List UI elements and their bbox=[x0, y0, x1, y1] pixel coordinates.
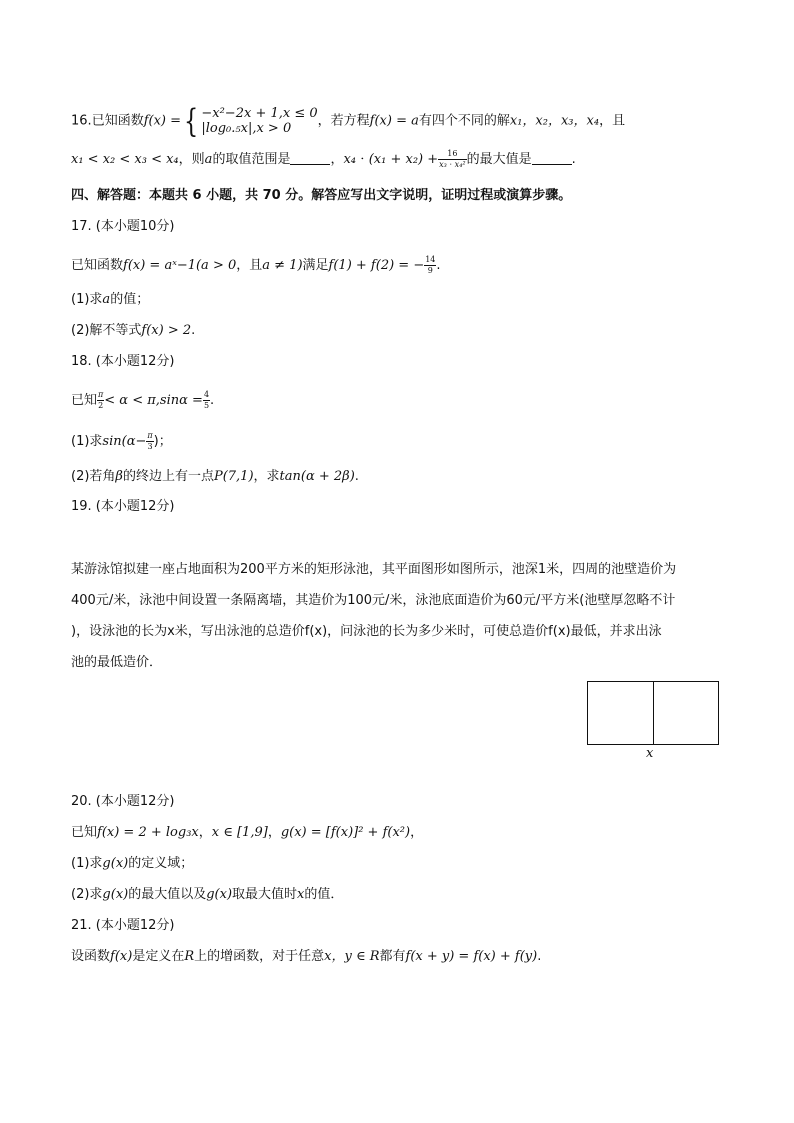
q20-text: 已知 bbox=[71, 825, 98, 840]
q16-frac-num: 16 bbox=[438, 149, 466, 160]
q20-text: ， bbox=[198, 825, 212, 840]
q17-text: . bbox=[191, 323, 196, 338]
pool-divider-wall bbox=[653, 682, 654, 744]
q17-text: 满足 bbox=[302, 258, 329, 273]
q21-text: 上的增函数，对于任意 bbox=[194, 949, 325, 964]
q21-function: f(x) bbox=[110, 949, 133, 964]
q20-domain: x ∈ [1,9] bbox=[211, 825, 268, 840]
q16-text: ，则 bbox=[178, 152, 205, 167]
q18-part1 bbox=[71, 431, 172, 452]
q17-label: 17. (本小题10分) bbox=[71, 219, 175, 234]
q20-part1 bbox=[71, 855, 193, 873]
pool-diagram bbox=[587, 681, 719, 745]
q17-text: 已知函数 bbox=[71, 258, 124, 273]
q20-part2 bbox=[71, 886, 343, 904]
q20-g: g(x) bbox=[102, 887, 129, 902]
q16-piece2: |log₀.₅x|,x > 0 bbox=[201, 121, 292, 136]
q18-tan-expr: tan(α + 2β) bbox=[279, 469, 355, 484]
q19-line: )，设泳池的长为x米，写出泳池的总造价f(x)，问泳池的长为多少米时，可使总造价f(x)最低，并求出泳 bbox=[71, 624, 662, 639]
q18-label: 18. (本小题12分) bbox=[71, 354, 175, 369]
q16-expression: x₄ ⋅ (x₁ + x₂) + bbox=[343, 152, 439, 167]
q18-stem bbox=[71, 390, 214, 411]
q18-frac-num: 4 bbox=[203, 390, 210, 399]
q18-frac-num: π bbox=[147, 431, 153, 440]
q18-text: . bbox=[354, 469, 359, 484]
q21-R: R bbox=[184, 949, 195, 964]
q16-frac-den: x₃ ⋅ x₄² bbox=[439, 160, 466, 169]
q16-equation: f(x) = a bbox=[369, 113, 419, 129]
q20-text: ， bbox=[267, 825, 281, 840]
q18-part2 bbox=[71, 468, 359, 486]
q16-brace: { bbox=[184, 102, 199, 140]
q21-text: 是定义在 bbox=[132, 949, 185, 964]
q16-piecewise bbox=[201, 106, 317, 136]
q17-part1 bbox=[71, 291, 149, 309]
q20-g: g(x) bbox=[206, 887, 233, 902]
q21-text: 设函数 bbox=[71, 949, 111, 964]
q17-frac-den: 9 bbox=[427, 266, 433, 275]
q18-text: 已知 bbox=[71, 393, 98, 408]
q16-fraction bbox=[438, 149, 466, 170]
q16-text: 已知函数 bbox=[91, 113, 144, 129]
q18-p1-fraction bbox=[146, 431, 153, 452]
q17-text: (1)求 bbox=[71, 292, 103, 307]
q16-answer-blank-2 bbox=[532, 152, 572, 165]
q18-frac-den: 3 bbox=[147, 442, 153, 451]
q19-label: 19. (本小题12分) bbox=[71, 499, 175, 514]
q20-x: x bbox=[297, 887, 305, 902]
q16-piece1: −x²−2x + 1,x ≤ 0 bbox=[201, 106, 318, 121]
q16-fx: f(x) = bbox=[143, 113, 182, 129]
q17-text: (2)解不等式 bbox=[71, 323, 142, 338]
q19-paragraph bbox=[71, 554, 723, 678]
q17-fraction bbox=[424, 255, 436, 276]
q16-text: ，且 bbox=[599, 113, 626, 129]
q16-text: 的最大值是 bbox=[466, 152, 532, 167]
q18-condition: < α < π,sinα = bbox=[104, 393, 203, 408]
q17-text: . bbox=[436, 258, 441, 273]
q16-inequality: x₁ < x₂ < x₃ < x₄ bbox=[71, 152, 179, 167]
q17-function: f(x) = aˣ−1(a > 0 bbox=[123, 258, 237, 273]
q18-frac-num: π bbox=[98, 390, 104, 399]
q17-text: 的值； bbox=[110, 292, 150, 307]
q20-g: g(x) bbox=[102, 856, 129, 871]
q18-text: ，求 bbox=[253, 469, 280, 484]
q16-vars: x₁，x₂，x₃，x₄ bbox=[509, 113, 600, 129]
q20-function: f(x) = 2 + log₃x bbox=[97, 825, 199, 840]
q16-text: ， bbox=[330, 152, 344, 167]
q16-text: 有四个不同的解 bbox=[418, 113, 510, 129]
q17-condition: a ≠ 1) bbox=[262, 258, 303, 273]
q17-part2 bbox=[71, 322, 195, 340]
q18-frac-den: 5 bbox=[203, 401, 210, 410]
q19-line: 池的最低造价． bbox=[71, 655, 163, 670]
q20-text: (2)求 bbox=[71, 887, 103, 902]
q18-beta: β bbox=[115, 469, 123, 484]
q16-number: 16. bbox=[71, 113, 92, 129]
q21-equation: f(x + y) = f(x) + f(y) bbox=[405, 949, 538, 964]
q18-text: . bbox=[210, 393, 215, 408]
section-heading: 四、解答题：本题共 6 小题，共 70 分。解答应写出文字说明，证明过程或演算步骤。 bbox=[71, 188, 572, 203]
q16-a: a bbox=[204, 152, 213, 167]
q17-frac-num: 14 bbox=[425, 255, 436, 264]
q20-text: 的定义域； bbox=[128, 856, 194, 871]
q16-text: 的取值范围是 bbox=[212, 152, 291, 167]
q18-text: (1)求 bbox=[71, 434, 103, 449]
q18-text: )； bbox=[153, 434, 172, 449]
q18-point: P(7,1) bbox=[213, 469, 254, 484]
q16-line1 bbox=[71, 102, 626, 140]
q20-g-function: g(x) = [f(x)]² + f(x²) bbox=[280, 825, 411, 840]
q19-line: 400元/米，泳池中间设置一条隔离墙，其造价为100元/米，泳池底面造价为60元/平方米(池壁厚忽略不计 bbox=[71, 593, 676, 608]
q21-label: 21. (本小题12分) bbox=[71, 918, 175, 933]
q20-text: 的值． bbox=[304, 887, 344, 902]
q21-xy: x，y ∈ R bbox=[324, 949, 380, 964]
q16-answer-blank-1 bbox=[290, 152, 330, 165]
q21-text: 都有 bbox=[379, 949, 406, 964]
q20-text: (1)求 bbox=[71, 856, 103, 871]
q16-text: . bbox=[571, 152, 576, 167]
q18-fraction bbox=[203, 390, 210, 411]
q20-text: ， bbox=[410, 825, 424, 840]
q18-frac-den: 2 bbox=[98, 401, 104, 410]
q18-sin-expr: sin(α− bbox=[102, 434, 147, 449]
q20-text: 取最大值时 bbox=[232, 887, 298, 902]
q17-text: ，且 bbox=[236, 258, 263, 273]
q21-text: . bbox=[537, 949, 542, 964]
q16-text: ，若方程 bbox=[317, 113, 370, 129]
pool-length-label: x bbox=[646, 746, 654, 761]
q18-text: 的终边上有一点 bbox=[122, 469, 214, 484]
q20-stem bbox=[71, 824, 423, 842]
q17-inequality: f(x) > 2 bbox=[141, 323, 192, 338]
q17-var: a bbox=[102, 292, 111, 307]
q16-line2 bbox=[71, 149, 576, 170]
q21-stem bbox=[71, 948, 541, 966]
q17-stem bbox=[71, 255, 441, 276]
q18-text: (2)若角 bbox=[71, 469, 116, 484]
q20-text: 的最大值以及 bbox=[128, 887, 207, 902]
q20-label: 20. (本小题12分) bbox=[71, 794, 175, 809]
q19-line: 某游泳馆拟建一座占地面积为200平方米的矩形泳池，其平面图形如图所示，池深1米，四周的池壁造价为 bbox=[71, 562, 677, 577]
q17-sum: f(1) + f(2) = − bbox=[328, 258, 425, 273]
